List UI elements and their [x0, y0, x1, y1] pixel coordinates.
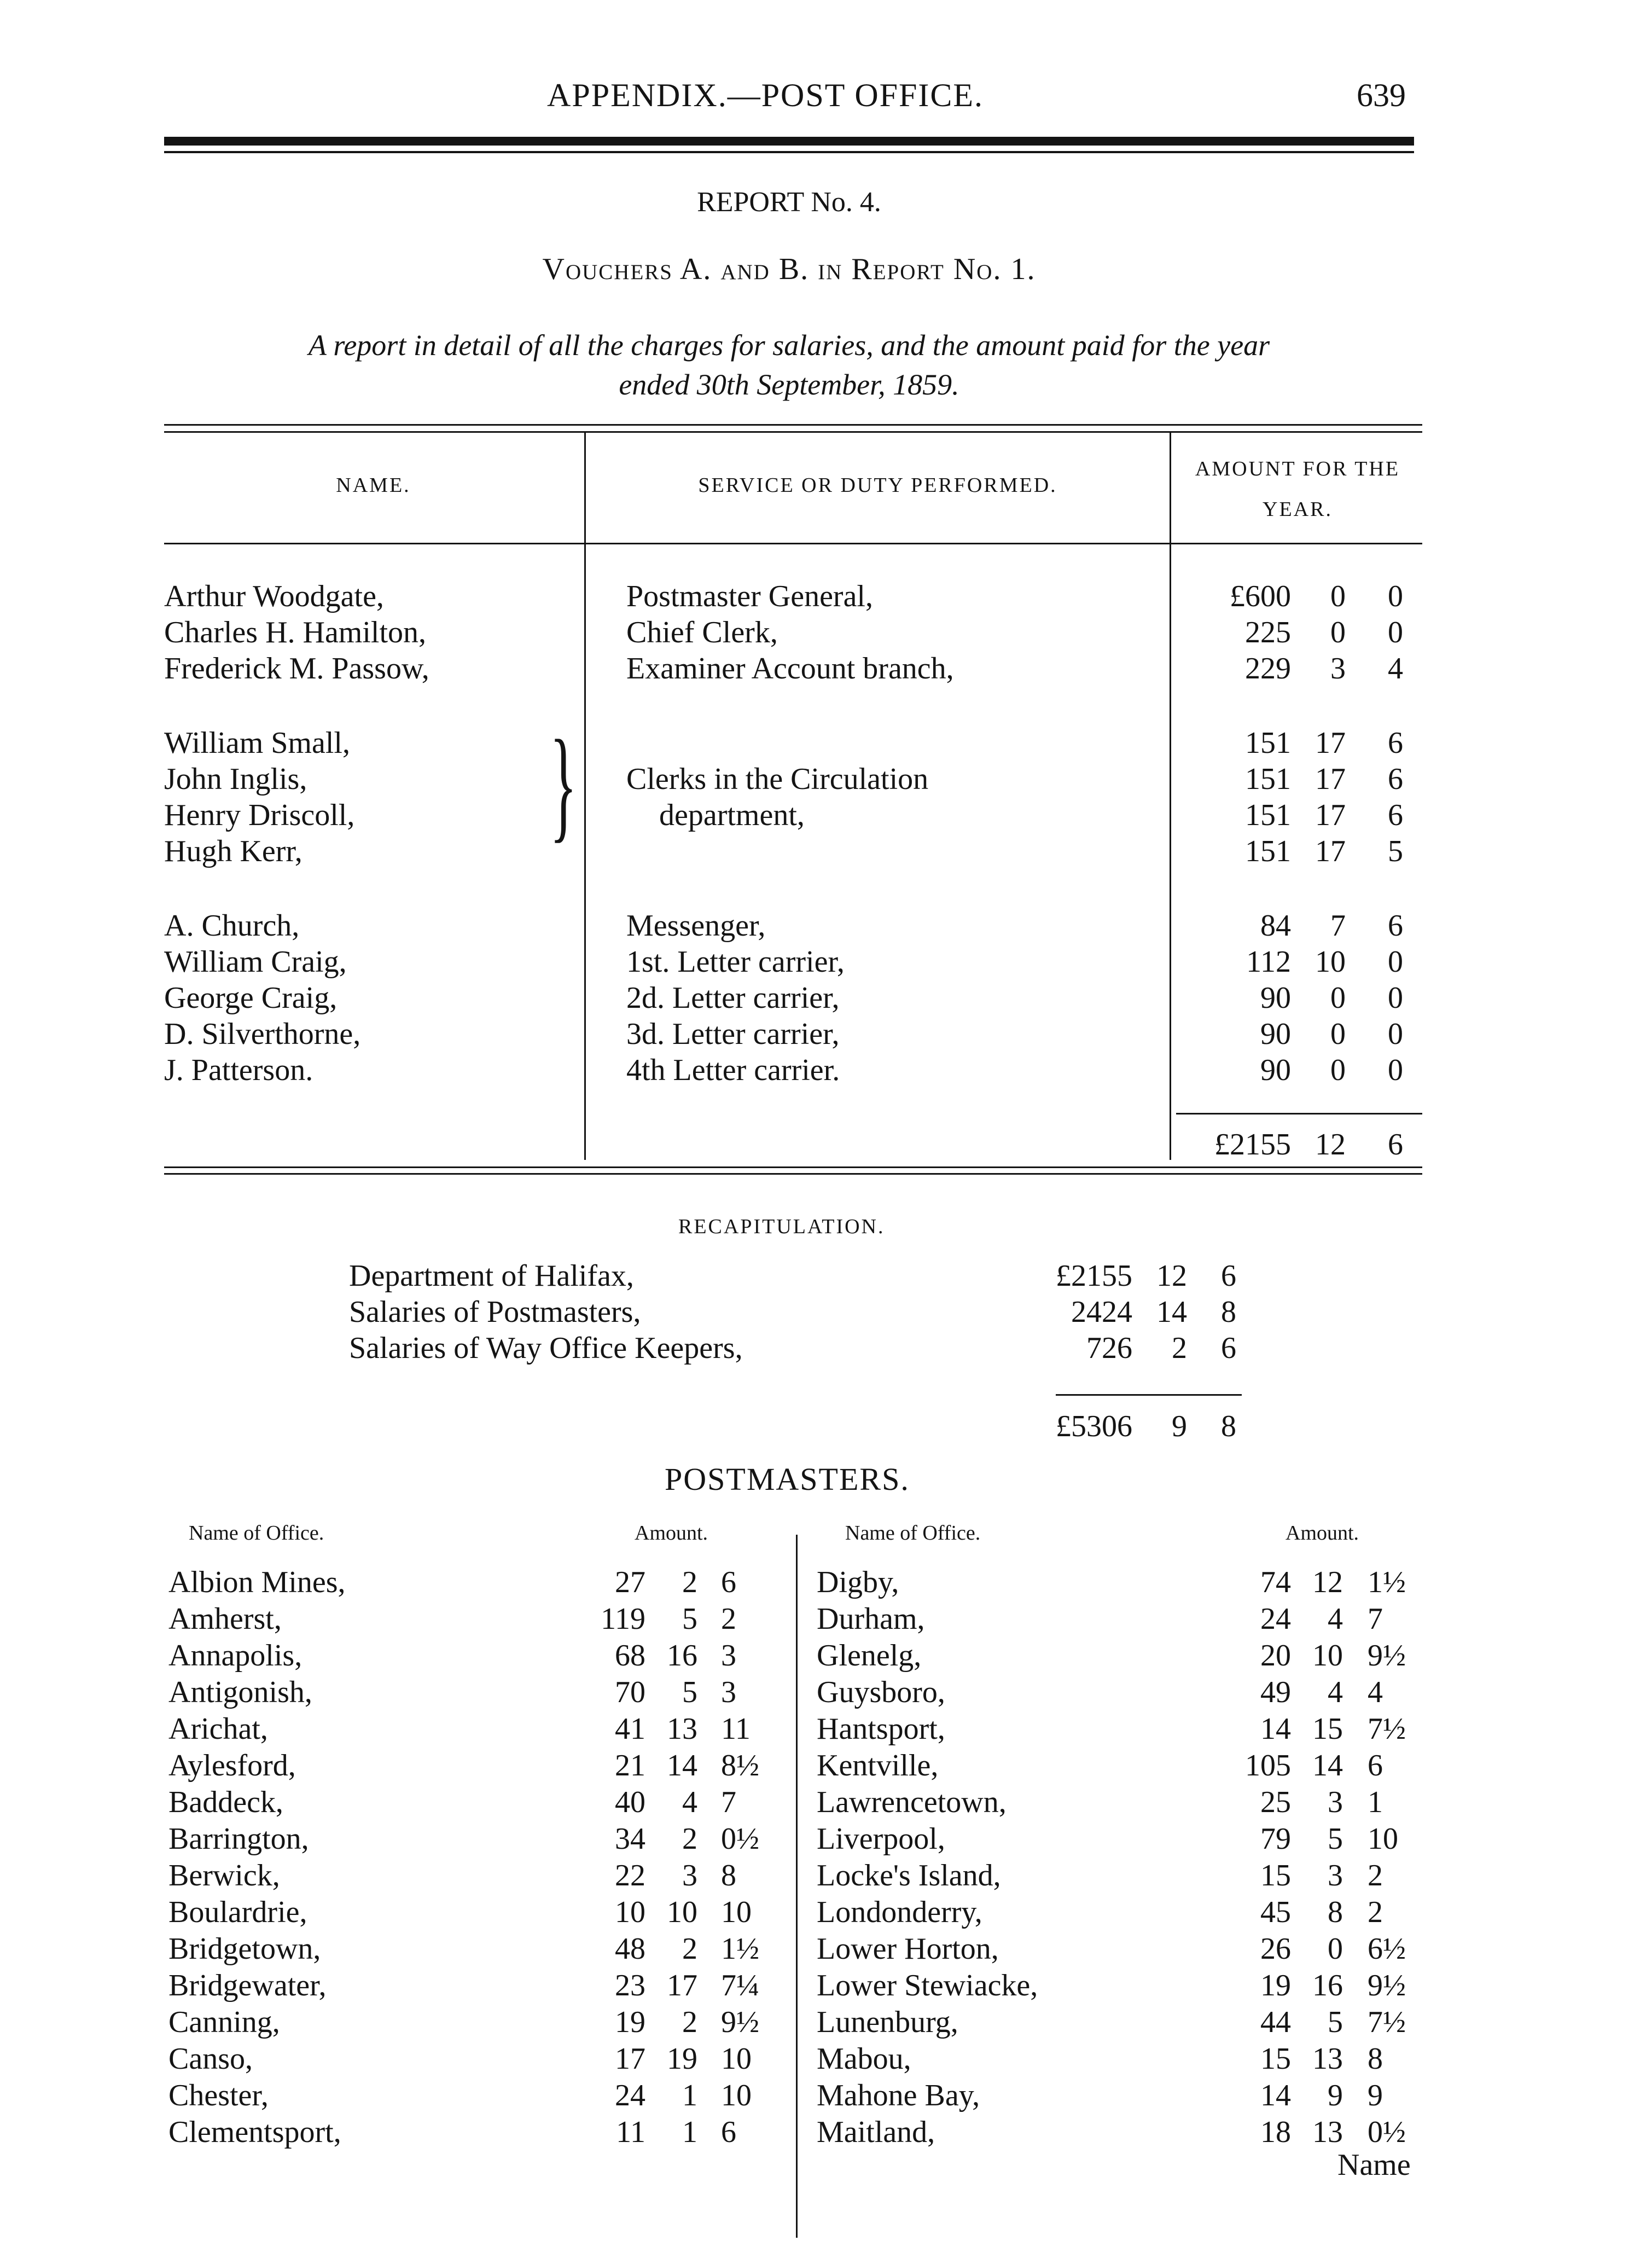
recap-total-pounds: £5306 — [1056, 1409, 1132, 1443]
office-name: Baddeck, — [168, 1785, 283, 1819]
amount-pounds: 105 — [1245, 1749, 1291, 1783]
amount-pence: 6½ — [1368, 1932, 1406, 1966]
table-top-rule — [164, 424, 1422, 426]
amount-shillings: 5 — [1328, 1822, 1343, 1856]
amount-pounds: 229 — [1245, 652, 1291, 686]
amount-pounds: 90 — [1260, 1053, 1291, 1087]
office-name: Kentville, — [817, 1749, 939, 1783]
amount-shillings: 5 — [682, 1675, 697, 1709]
amount-pounds: 34 — [615, 1822, 645, 1856]
recap-shillings: 14 — [1156, 1295, 1187, 1329]
amount-pounds: 151 — [1245, 798, 1291, 832]
office-name: Chester, — [168, 2079, 269, 2112]
amount-shillings: 10 — [667, 1895, 697, 1929]
amount-pence: 10 — [721, 2079, 752, 2112]
office-name: Lawrencetown, — [817, 1785, 1007, 1819]
service-description-line-1: Clerks in the Circulation — [626, 762, 929, 796]
amount-shillings: 4 — [1328, 1602, 1343, 1636]
amount-pence: 9½ — [1368, 1969, 1406, 2002]
amount-shillings: 17 — [1315, 834, 1346, 868]
office-name: Hantsport, — [817, 1712, 945, 1746]
recap-pounds: 2424 — [1071, 1295, 1132, 1329]
amount-pence: 8½ — [721, 1749, 759, 1783]
employee-name: D. Silverthorne, — [164, 1017, 361, 1051]
employee-name: Charles H. Hamilton, — [164, 616, 427, 649]
amount-shillings: 16 — [667, 1639, 697, 1673]
office-name: Aylesford, — [168, 1749, 296, 1783]
amount-pence: 7 — [721, 1785, 736, 1819]
total-rule — [1176, 1113, 1422, 1115]
amount-pence: 7¼ — [721, 1969, 759, 2002]
employee-name: Frederick M. Passow, — [164, 652, 429, 686]
right-brace: } — [550, 714, 577, 854]
table-bottom-rule-2 — [164, 1173, 1422, 1175]
total-pounds: £2155 — [1214, 1128, 1291, 1162]
recap-total-rule — [1056, 1394, 1242, 1396]
amount-pence: 6 — [1388, 798, 1403, 832]
amount-pence: 7½ — [1368, 2005, 1406, 2039]
amount-pence: 10 — [721, 2042, 752, 2076]
amount-pounds: 21 — [615, 1749, 645, 1783]
recap-pounds: 726 — [1086, 1331, 1132, 1365]
amount-pence: 10 — [721, 1895, 752, 1929]
amount-pence: 2 — [1368, 1895, 1383, 1929]
amount-pence: 6 — [721, 1565, 736, 1599]
amount-pounds: 19 — [615, 2005, 645, 2039]
office-name: Digby, — [817, 1565, 899, 1599]
amount-pounds: 15 — [1260, 2042, 1291, 2076]
amount-pounds: 90 — [1260, 1017, 1291, 1051]
amount-pence: 9½ — [1368, 1639, 1406, 1673]
amount-pounds: 48 — [615, 1932, 645, 1966]
amount-pounds: 14 — [1260, 1712, 1291, 1746]
amount-shillings: 0 — [1330, 1017, 1346, 1051]
amount-pence: 4 — [1388, 652, 1403, 686]
office-name: Lower Stewiacke, — [817, 1969, 1038, 2002]
amount-pounds: 151 — [1245, 834, 1291, 868]
amount-shillings: 5 — [682, 1602, 697, 1636]
office-name: Albion Mines, — [168, 1565, 346, 1599]
amount-shillings: 13 — [1312, 2115, 1343, 2149]
amount-shillings: 1 — [682, 2079, 697, 2112]
amount-shillings: 0 — [1330, 1053, 1346, 1087]
amount-shillings: 0 — [1330, 981, 1346, 1015]
amount-pounds: 225 — [1245, 616, 1291, 649]
amount-pence: 6 — [1388, 762, 1403, 796]
total-pence: 6 — [1388, 1128, 1403, 1162]
amount-pounds: 20 — [1260, 1639, 1291, 1673]
service-description: 4th Letter carrier. — [626, 1053, 840, 1087]
office-name: Antigonish, — [168, 1675, 312, 1709]
office-name: Canso, — [168, 2042, 253, 2076]
office-name: Canning, — [168, 2005, 280, 2039]
right-amount-header: Amount. — [1285, 1522, 1359, 1545]
recapitulation — [0, 1193, 1652, 1466]
office-name: Arichat, — [168, 1712, 268, 1746]
column-header-service: SERVICE OR DUTY PERFORMED. — [698, 474, 1057, 497]
amount-pounds: 24 — [1260, 1602, 1291, 1636]
office-name: Locke's Island, — [817, 1859, 1001, 1893]
office-name: Barrington, — [168, 1822, 309, 1856]
amount-pence: 6 — [721, 2115, 736, 2149]
total-shillings: 12 — [1315, 1128, 1346, 1162]
amount-pounds: 25 — [1260, 1785, 1291, 1819]
postmasters-right-list — [0, 1565, 1652, 2221]
recap-total-pence: 8 — [1221, 1409, 1236, 1443]
office-name: Bridgetown, — [168, 1932, 321, 1966]
amount-pence: 6 — [1388, 909, 1403, 943]
amount-shillings: 10 — [1312, 1639, 1343, 1673]
amount-pence: 8 — [721, 1859, 736, 1893]
amount-shillings: 17 — [1315, 762, 1346, 796]
amount-pounds: 45 — [1260, 1895, 1291, 1929]
amount-pence: 9 — [1368, 2079, 1383, 2112]
recap-shillings: 2 — [1172, 1331, 1187, 1365]
amount-shillings: 19 — [667, 2042, 697, 2076]
amount-pence: 0 — [1388, 981, 1403, 1015]
amount-shillings: 3 — [1328, 1785, 1343, 1819]
page-number: 639 — [1357, 77, 1406, 113]
amount-pence: 1 — [1368, 1785, 1383, 1819]
amount-pounds: 90 — [1260, 981, 1291, 1015]
amount-pence: 0 — [1388, 1017, 1403, 1051]
amount-pounds: 18 — [1260, 2115, 1291, 2149]
recap-pence: 8 — [1221, 1295, 1236, 1329]
column-divider-2 — [1170, 432, 1171, 1160]
running-title: APPENDIX.—POST OFFICE. — [547, 77, 984, 113]
office-name: Maitland, — [817, 2115, 935, 2149]
intro-line-2: ended 30th September, 1859. — [619, 368, 959, 401]
amount-pounds: 19 — [1260, 1969, 1291, 2002]
amount-pounds: £600 — [1230, 579, 1291, 613]
amount-pence: 1½ — [1368, 1565, 1406, 1599]
left-office-header: Name of Office. — [189, 1522, 324, 1545]
amount-pence: 0 — [1388, 1053, 1403, 1087]
recap-label: Department of Halifax, — [349, 1259, 634, 1293]
amount-shillings: 3 — [1328, 1859, 1343, 1893]
postmasters-title: POSTMASTERS. — [665, 1461, 910, 1497]
amount-pounds: 24 — [615, 2079, 645, 2112]
amount-pounds: 68 — [615, 1639, 645, 1673]
employee-name: William Craig, — [164, 945, 347, 979]
catchword: Name — [1337, 2148, 1411, 2182]
recap-shillings: 12 — [1156, 1259, 1187, 1293]
amount-shillings: 1 — [682, 2115, 697, 2149]
amount-pounds: 119 — [601, 1602, 645, 1636]
amount-pence: 6 — [1368, 1749, 1383, 1783]
amount-header-line-1: AMOUNT FOR THE — [1195, 457, 1400, 480]
service-description: 1st. Letter carrier, — [626, 945, 845, 979]
amount-pounds: 26 — [1260, 1932, 1291, 1966]
amount-pounds: 11 — [616, 2115, 645, 2149]
amount-shillings: 14 — [667, 1749, 697, 1783]
amount-shillings: 3 — [1330, 652, 1346, 686]
amount-pounds: 23 — [615, 1969, 645, 2002]
amount-shillings: 13 — [1312, 2042, 1343, 2076]
amount-pounds: 70 — [615, 1675, 645, 1709]
amount-shillings: 2 — [682, 1565, 697, 1599]
amount-pence: 5 — [1388, 834, 1403, 868]
amount-shillings: 15 — [1312, 1712, 1343, 1746]
amount-shillings: 16 — [1312, 1969, 1343, 2002]
amount-pounds: 14 — [1260, 2079, 1291, 2112]
office-name: Lunenburg, — [817, 2005, 958, 2039]
amount-pounds: 41 — [615, 1712, 645, 1746]
amount-shillings: 5 — [1328, 2005, 1343, 2039]
postmasters-section — [0, 1455, 1652, 2210]
amount-pence: 4 — [1368, 1675, 1383, 1709]
service-description-line-2: department, — [659, 798, 805, 832]
service-description: Messenger, — [626, 909, 766, 943]
office-name: Amherst, — [168, 1602, 282, 1636]
amount-pounds: 112 — [1246, 945, 1291, 979]
amount-pence: 8 — [1368, 2042, 1383, 2076]
office-name: Berwick, — [168, 1859, 280, 1893]
amount-shillings: 17 — [667, 1969, 697, 2002]
recap-pence: 6 — [1221, 1259, 1236, 1293]
office-name: Mahone Bay, — [817, 2079, 980, 2112]
left-amount-header: Amount. — [635, 1522, 708, 1545]
employee-name: John Inglis, — [164, 762, 307, 796]
amount-pence: 11 — [721, 1712, 751, 1746]
recapitulation-title: RECAPITULATION. — [678, 1215, 885, 1238]
amount-pounds: 22 — [615, 1859, 645, 1893]
office-name: Boulardrie, — [168, 1895, 307, 1929]
amount-shillings: 17 — [1315, 798, 1346, 832]
employee-name: Arthur Woodgate, — [164, 579, 384, 613]
amount-shillings: 9 — [1328, 2079, 1343, 2112]
amount-shillings: 7 — [1330, 909, 1346, 943]
amount-pence: 3 — [721, 1675, 736, 1709]
amount-pounds: 15 — [1260, 1859, 1291, 1893]
employee-name: Henry Driscoll, — [164, 798, 355, 832]
table-top-rule-2 — [164, 431, 1422, 433]
column-divider-1 — [584, 432, 586, 1160]
service-description: Chief Clerk, — [626, 616, 778, 649]
amount-shillings: 12 — [1312, 1565, 1343, 1599]
amount-pence: 1½ — [721, 1932, 759, 1966]
office-name: Clementsport, — [168, 2115, 341, 2149]
employee-name: William Small, — [164, 726, 350, 760]
amount-header-line-2: YEAR. — [1263, 498, 1333, 521]
office-name: Durham, — [817, 1602, 925, 1636]
amount-pounds: 74 — [1260, 1565, 1291, 1599]
amount-shillings: 2 — [682, 1932, 697, 1966]
amount-pence: 7 — [1368, 1602, 1383, 1636]
recap-label: Salaries of Postmasters, — [349, 1295, 641, 1329]
office-name: Glenelg, — [817, 1639, 922, 1673]
amount-pence: 7½ — [1368, 1712, 1406, 1746]
employee-name: J. Patterson. — [164, 1053, 313, 1087]
recap-pounds: £2155 — [1056, 1259, 1132, 1293]
amount-shillings: 0 — [1328, 1932, 1343, 1966]
amount-pounds: 151 — [1245, 762, 1291, 796]
service-description: Examiner Account branch, — [626, 652, 954, 686]
service-description: 2d. Letter carrier, — [626, 981, 840, 1015]
amount-shillings: 3 — [682, 1859, 697, 1893]
column-header-name: NAME. — [336, 474, 411, 497]
service-description: Postmaster General, — [626, 579, 873, 613]
amount-pence: 0 — [1388, 945, 1403, 979]
amount-pounds: 10 — [615, 1895, 645, 1929]
table-bottom-rule — [164, 1166, 1422, 1168]
amount-pence: 0½ — [1368, 2115, 1406, 2149]
employee-name: A. Church, — [164, 909, 300, 943]
amount-pence: 3 — [721, 1639, 736, 1673]
column-header-amount — [1172, 449, 1423, 530]
vouchers-heading: Vouchers A. and B. in Report No. 1. — [542, 252, 1036, 286]
amount-pounds: 27 — [615, 1565, 645, 1599]
amount-pounds: 84 — [1260, 909, 1291, 943]
amount-pence: 2 — [1368, 1859, 1383, 1893]
amount-shillings: 0 — [1330, 616, 1346, 649]
report-number: REPORT No. 4. — [697, 187, 881, 218]
amount-pence: 0 — [1388, 579, 1403, 613]
amount-shillings: 17 — [1315, 726, 1346, 760]
office-name: Lower Horton, — [817, 1932, 999, 1966]
amount-pence: 6 — [1388, 726, 1403, 760]
office-name: Liverpool, — [817, 1822, 945, 1856]
amount-pence: 0½ — [721, 1822, 759, 1856]
amount-pence: 0 — [1388, 616, 1403, 649]
amount-shillings: 0 — [1330, 579, 1346, 613]
office-name: Londonderry, — [817, 1895, 982, 1929]
amount-shillings: 2 — [682, 1822, 697, 1856]
amount-shillings: 4 — [1328, 1675, 1343, 1709]
office-name: Bridgewater, — [168, 1969, 327, 2002]
right-office-header: Name of Office. — [845, 1522, 981, 1545]
recap-pence: 6 — [1221, 1331, 1236, 1365]
amount-shillings: 10 — [1315, 945, 1346, 979]
amount-shillings: 13 — [667, 1712, 697, 1746]
office-name: Mabou, — [817, 2042, 911, 2076]
service-description: 3d. Letter carrier, — [626, 1017, 840, 1051]
amount-shillings: 14 — [1312, 1749, 1343, 1783]
amount-pounds: 17 — [615, 2042, 645, 2076]
amount-shillings: 2 — [682, 2005, 697, 2039]
office-name: Guysboro, — [817, 1675, 945, 1709]
recap-label: Salaries of Way Office Keepers, — [349, 1331, 743, 1365]
amount-shillings: 8 — [1328, 1895, 1343, 1929]
amount-pounds: 151 — [1245, 726, 1291, 760]
amount-shillings: 4 — [682, 1785, 697, 1819]
amount-pounds: 40 — [615, 1785, 645, 1819]
amount-pounds: 44 — [1260, 2005, 1291, 2039]
amount-pence: 10 — [1368, 1822, 1398, 1856]
amount-pounds: 79 — [1260, 1822, 1291, 1856]
intro-line-1: A report in detail of all the charges for salaries, and the amount paid for the year — [308, 329, 1270, 362]
employee-name: George Craig, — [164, 981, 338, 1015]
recap-total-shillings: 9 — [1172, 1409, 1187, 1443]
amount-pounds: 49 — [1260, 1675, 1291, 1709]
amount-pence: 9½ — [721, 2005, 759, 2039]
office-name: Annapolis, — [168, 1639, 303, 1673]
header-bottom-rule — [164, 543, 1422, 544]
employee-name: Hugh Kerr, — [164, 834, 303, 868]
amount-pence: 2 — [721, 1602, 736, 1636]
